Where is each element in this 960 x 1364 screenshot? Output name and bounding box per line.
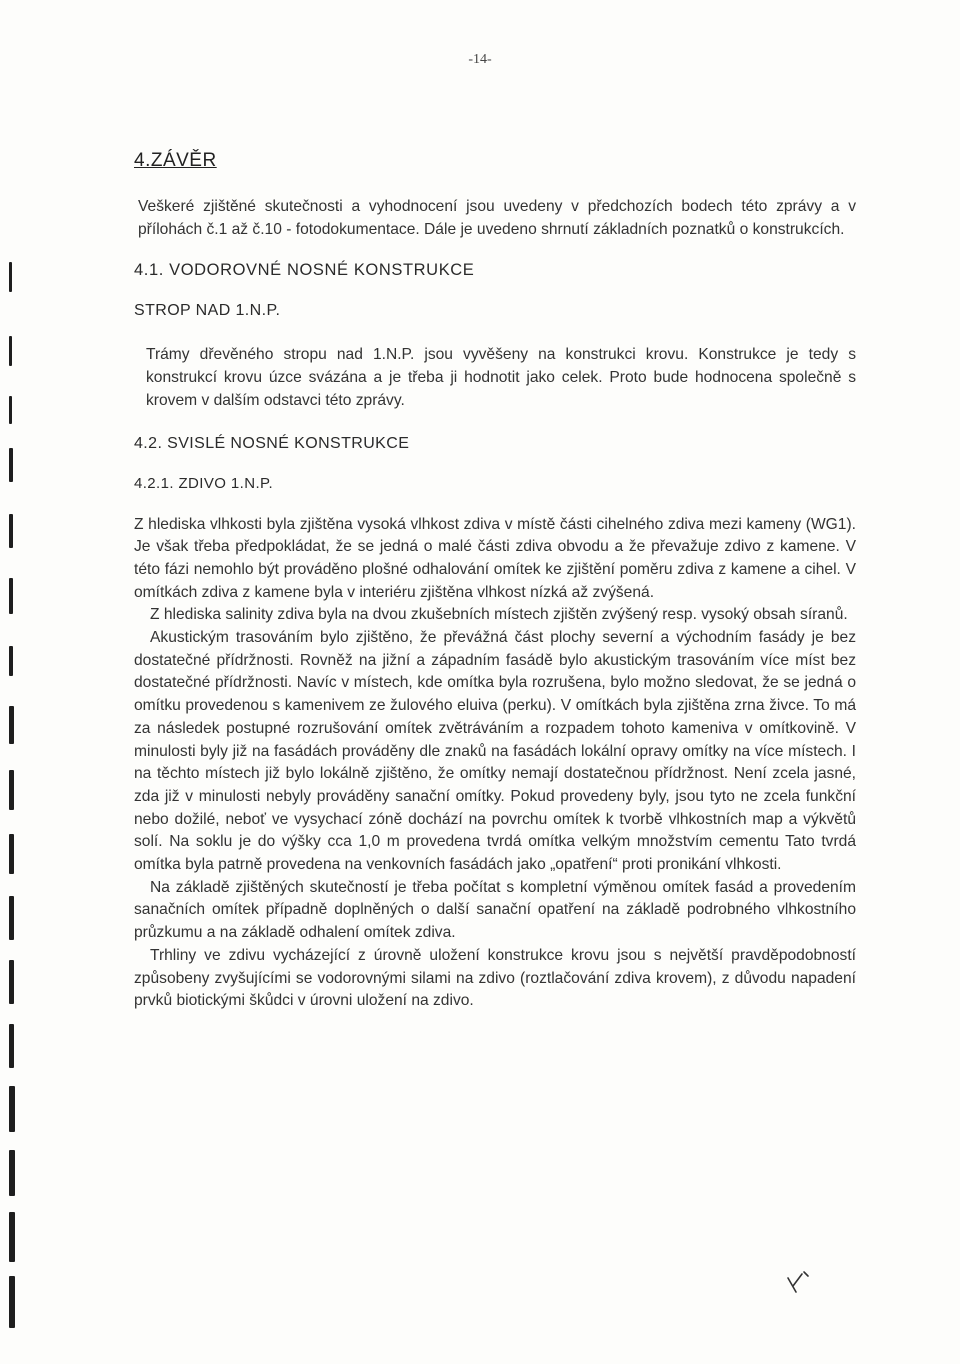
edge-mark: [9, 448, 13, 482]
edge-mark: [9, 706, 14, 744]
edge-mark: [9, 396, 12, 424]
edge-mark: [9, 646, 13, 676]
document-body: [134, 150, 856, 1013]
edge-mark: [9, 896, 14, 940]
edge-mark: [9, 770, 14, 810]
edge-mark: [9, 960, 14, 1004]
edge-mark: [9, 336, 12, 366]
section-1-paragraph: Trámy dřevěného stropu nad 1.N.P. jsou vyvěšeny na konstrukci krovu. Konstrukce je tedy s konstrukcí krovu úzce svázána a je třeba ji hodnotit jako celek. Proto bude hodnocena společně s krovem v dalším odstavci této zprávy.: [146, 346, 856, 409]
binder-edge-marks: [0, 0, 30, 1364]
edge-mark: [9, 1276, 15, 1328]
paragraph-vlhkost: Z hlediska vlhkosti byla zjištěna vysoká vlhkost zdiva v místě části cihelného zdiva mezi kameny (WG1). Je však třeba předpokládat, že se jedná o malé části zdiva obvodu a že převažuje zdivo z kamene. V této fázi nemohlo být prováděno plošné odhalování omítek ke zjištění poměru zdiva z kamene a cihel. V omítkách zdiva z kamene byla v interiéru zjištěna vlhkost nízká až zvýšená.: [134, 515, 856, 601]
section-heading-4-2: 4.2. SVISLÉ NOSNÉ KONSTRUKCE: [134, 434, 410, 452]
edge-mark: [9, 578, 13, 614]
paragraph-akusticke-trasovani: Akustickým trasováním bylo zjištěno, že převážná část plochy severní a východním fasády je bez dostatečné přídržnosti. Rovněž na jižní a západním fasádě bylo akustickým trasováním více míst bez dostatečné přídržnosti. Navíc v místech, kde omítka byla rozrušena, bylo možno sledovat, že se jedná o omítku provedenou s kamenivem ze žulového eluiva (perku). V omítkách byla zjištěna zrna živce. To má za následek postupné rozrušování omítek zvětráváním a rozpadem tohoto kameniva v omítkovině. V minulosti byly již na fasádách prováděny dle znaků na fasádách lokální opravy omítky na více místech. I na těchto místech již bylo lokálně zjištěno, že omítky nemají dostatečnou přídržnost. Není zcela jasné, zda již v minulosti nebyly prováděny sanační omítky. Pokud provedeny byly, jsou tyto ne zcela funkční nebo dožilé, neboť ve vysychací zóně dochází na povrchu omítek k tvorbě vlhkostních map a výkvětů solí. Na soklu je do výšky cca 1,0 m provedena tvrdá omítka velkým množstvím cementu Tato tvrdá omítka byla patrně provedena na venkovních fasádách jako „opatření“ proti pronikání vlhkosti.: [134, 629, 856, 874]
chapter-title: 4.ZÁVĚR: [134, 150, 217, 171]
subheading-zdivo: 4.2.1. ZDIVO 1.N.P.: [134, 474, 274, 492]
edge-mark: [9, 1086, 15, 1132]
edge-mark: [9, 514, 13, 548]
section-2-body: [134, 514, 856, 1013]
page-number: -14-: [468, 52, 492, 67]
edge-mark: [9, 834, 14, 874]
subheading-strop: STROP NAD 1.N.P.: [134, 302, 281, 320]
section-heading-4-1: 4.1. VODOROVNÉ NOSNÉ KONSTRUKCE: [134, 261, 475, 280]
edge-mark: [9, 262, 12, 292]
signature-icon: [784, 1270, 810, 1296]
paragraph-salinita: Z hlediska salinity zdiva byla na dvou zkušebních místech zjištěn zvýšený resp. vysoký obsah síranů.: [150, 606, 848, 624]
paragraph-vymena-omitek: Na základě zjištěných skutečností je třeba počítat s kompletní výměnou omítek fasád a provedením sanačních omítek případně doplněných o další sanační opatření na základě podrobného vlhkostního průzkumu a na základě odhalení omítek zdiva.: [134, 878, 856, 942]
paragraph-trhliny: Trhliny ve zdivu vycházející z úrovně uložení konstrukce krovu jsou s největší pravděpodobností způsobeny zvyšujícími se vodorovnými silami na zdivo (roztlačování zdiva krovem), z důvodu napadení prvků biotickými škůdci v úrovni uložení na zdivo.: [134, 946, 856, 1010]
edge-mark: [9, 1024, 14, 1068]
edge-mark: [9, 1150, 15, 1196]
edge-mark: [9, 1212, 15, 1262]
chapter-intro: Veškeré zjištěné skutečnosti a vyhodnocení jsou uvedeny v předchozích bodech této zprávy a v přílohách č.1 až č.10 - fotodokumentace. Dále je uvedeno shrnutí základních poznatků o konstrukcích.: [138, 198, 856, 238]
